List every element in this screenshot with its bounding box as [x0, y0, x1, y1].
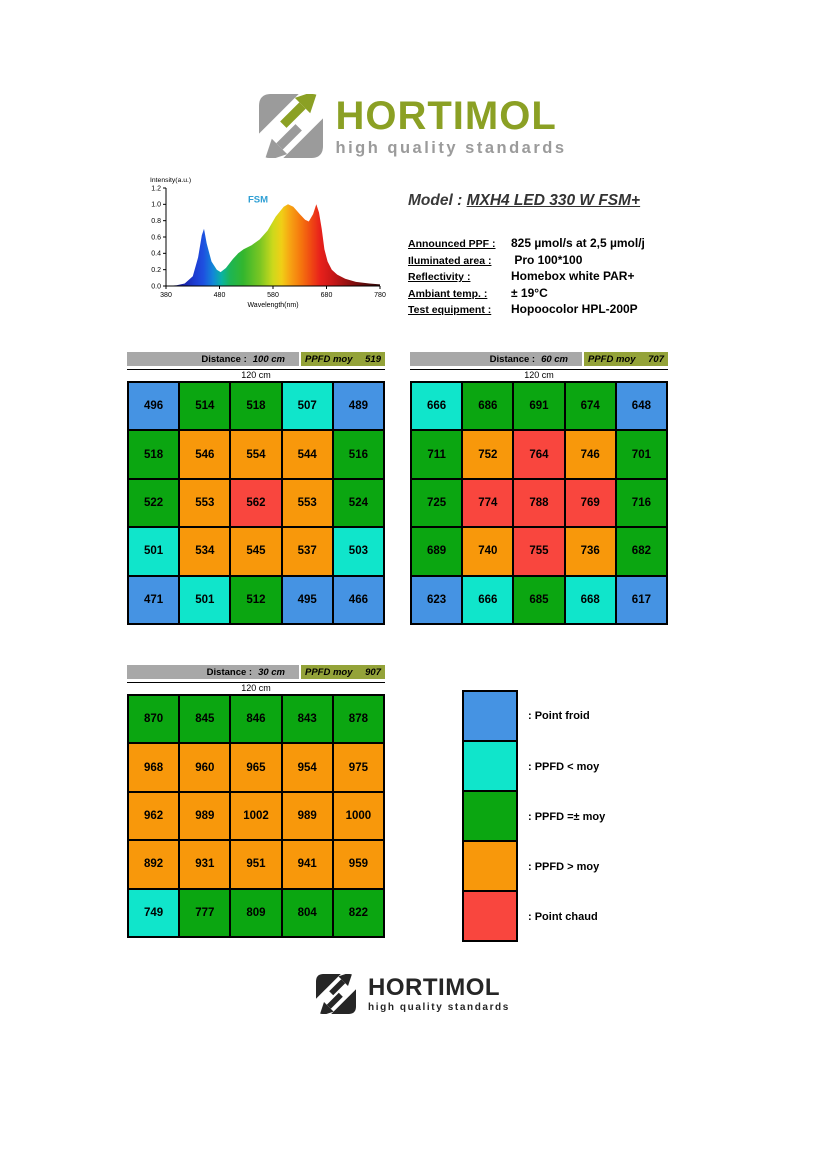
- color-legend: [462, 690, 605, 942]
- svg-text:0.0: 0.0: [151, 283, 161, 291]
- svg-text:380: 380: [160, 292, 172, 299]
- ppfd-cell: 674: [565, 382, 616, 430]
- legend-item: [462, 892, 605, 942]
- ppfd-cell: 623: [411, 576, 462, 624]
- ppfd-cell-matrix: [127, 381, 385, 625]
- spec-row-reflectivity: Reflectivity : Homebox white PAR+: [408, 269, 635, 284]
- ppfd-cell: 746: [565, 430, 616, 478]
- ppfd-cell: 954: [282, 743, 333, 791]
- legend-swatch-orange: [462, 840, 518, 892]
- spec-list: [408, 236, 708, 319]
- ppfd-cell: 512: [230, 576, 281, 624]
- grid-header: [410, 352, 668, 366]
- ppfd-cell: 769: [565, 479, 616, 527]
- ppfd-cell: 968: [128, 743, 179, 791]
- ppfd-cell: 648: [616, 382, 667, 430]
- legend-swatch-green: [462, 790, 518, 842]
- hortimol-logo-icon: [316, 974, 356, 1014]
- ppfd-cell: 975: [333, 743, 384, 791]
- ppfd-cell: 617: [616, 576, 667, 624]
- hortimol-logo-bottom: [0, 974, 826, 1014]
- ppfd-cell: 725: [411, 479, 462, 527]
- ppfd-cell: 501: [179, 576, 230, 624]
- svg-text:480: 480: [213, 292, 226, 299]
- ppfd-cell: 941: [282, 840, 333, 888]
- legend-item: [462, 690, 605, 742]
- ppfd-cell: 685: [513, 576, 564, 624]
- ppfd-cell: 544: [282, 430, 333, 478]
- ppfd-moy-bar: PPFD moy 519: [301, 352, 385, 366]
- grid-width-label: 120 cm: [127, 369, 385, 380]
- ppfd-cell: 1002: [230, 792, 281, 840]
- ppfd-grid-30cm: [127, 665, 385, 938]
- ppfd-cell: 507: [282, 382, 333, 430]
- ppfd-cell: 965: [230, 743, 281, 791]
- ppfd-cell: 764: [513, 430, 564, 478]
- ppfd-cell: 959: [333, 840, 384, 888]
- hortimol-logo-top: [0, 94, 826, 158]
- ppfd-cell: 546: [179, 430, 230, 478]
- ppfd-cell: 534: [179, 527, 230, 575]
- ppfd-cell: 691: [513, 382, 564, 430]
- ppfd-cell: 752: [462, 430, 513, 478]
- ppfd-cell: 755: [513, 527, 564, 575]
- legend-swatch-blue: [462, 690, 518, 742]
- ppfd-cell: 989: [282, 792, 333, 840]
- ppfd-cell: 553: [179, 479, 230, 527]
- ppfd-cell: 846: [230, 695, 281, 743]
- ppfd-cell: 960: [179, 743, 230, 791]
- ppfd-cell: 962: [128, 792, 179, 840]
- model-title: [408, 192, 708, 210]
- spec-row-iluminated-area: Iluminated area : Pro 100*100: [408, 252, 583, 267]
- ppfd-cell: 501: [128, 527, 179, 575]
- legend-label: : PPFD > moy: [528, 861, 600, 873]
- spec-row-ambiant-temp: Ambiant temp. : ± 19°C: [408, 285, 548, 300]
- ppfd-cell: 503: [333, 527, 384, 575]
- svg-text:FSM: FSM: [247, 194, 269, 206]
- svg-text:Wavelength(nm): Wavelength(nm): [247, 302, 299, 309]
- ppfd-cell: 562: [230, 479, 281, 527]
- svg-text:Intensity(a.u.): Intensity(a.u.): [150, 177, 192, 184]
- ppfd-cell: 845: [179, 695, 230, 743]
- legend-item: [462, 742, 605, 792]
- ppfd-grid-60cm: [410, 352, 668, 625]
- ppfd-cell: 668: [565, 576, 616, 624]
- ppfd-cell: 736: [565, 527, 616, 575]
- grid-width-label: 120 cm: [127, 682, 385, 693]
- ppfd-cell: 804: [282, 889, 333, 937]
- ppfd-cell: 843: [282, 695, 333, 743]
- ppfd-cell: 878: [333, 695, 384, 743]
- ppfd-cell: 989: [179, 792, 230, 840]
- ppfd-cell-matrix: [127, 694, 385, 938]
- svg-text:0.4: 0.4: [151, 250, 161, 258]
- spec-row-announced-ppf: Announced PPF : 825 µmol/s at 2,5 µmol/j: [408, 236, 645, 250]
- svg-text:580: 580: [267, 292, 279, 299]
- ppfd-cell: 870: [128, 695, 179, 743]
- ppfd-cell: 716: [616, 479, 667, 527]
- distance-bar: Distance : 100 cm: [127, 352, 299, 366]
- ppfd-cell: 1000: [333, 792, 384, 840]
- ppfd-cell: 740: [462, 527, 513, 575]
- distance-bar: Distance : 60 cm: [410, 352, 582, 366]
- ppfd-cell: 682: [616, 527, 667, 575]
- logo-tagline: high quality standards: [368, 1001, 510, 1013]
- spec-row-test-equipment: Test equipment : Hopoocolor HPL-200P: [408, 302, 638, 317]
- spectrum-chart: [136, 174, 386, 316]
- ppfd-moy-bar: PPFD moy 707: [584, 352, 668, 366]
- model-label: Model :: [408, 192, 463, 209]
- ppfd-cell: 489: [333, 382, 384, 430]
- legend-item: [462, 842, 605, 892]
- ppfd-cell: 466: [333, 576, 384, 624]
- ppfd-cell: 822: [333, 889, 384, 937]
- ppfd-cell: 788: [513, 479, 564, 527]
- distance-bar: Distance : 30 cm: [127, 665, 299, 679]
- ppfd-cell: 518: [230, 382, 281, 430]
- ppfd-cell: 524: [333, 479, 384, 527]
- grid-header: [127, 352, 385, 366]
- ppfd-cell: 689: [411, 527, 462, 575]
- ppfd-cell: 666: [411, 382, 462, 430]
- ppfd-moy-bar: PPFD moy 907: [301, 665, 385, 679]
- ppfd-cell: 749: [128, 889, 179, 937]
- ppfd-grid-100cm: [127, 352, 385, 625]
- ppfd-cell: 951: [230, 840, 281, 888]
- ppfd-cell: 931: [179, 840, 230, 888]
- ppfd-cell: 514: [179, 382, 230, 430]
- hortimol-logo-icon: [259, 94, 323, 158]
- ppfd-cell: 495: [282, 576, 333, 624]
- ppfd-cell: 537: [282, 527, 333, 575]
- svg-text:780: 780: [374, 292, 386, 299]
- grid-width-label: 120 cm: [410, 369, 668, 380]
- ppfd-cell: 809: [230, 889, 281, 937]
- logo-wordmark: HORTIMOL: [335, 93, 557, 138]
- model-info: [408, 192, 708, 319]
- legend-swatch-red: [462, 890, 518, 942]
- ppfd-cell: 777: [179, 889, 230, 937]
- logo-wordmark: HORTIMOL: [368, 973, 501, 1001]
- spectrum-chart-block: [136, 174, 386, 321]
- svg-text:1.2: 1.2: [151, 185, 161, 193]
- svg-text:0.8: 0.8: [151, 217, 161, 225]
- ppfd-cell: 554: [230, 430, 281, 478]
- ppfd-cell: 471: [128, 576, 179, 624]
- grid-header: [127, 665, 385, 679]
- ppfd-cell: 553: [282, 479, 333, 527]
- ppfd-cell: 701: [616, 430, 667, 478]
- legend-label: : Point chaud: [528, 911, 598, 923]
- ppfd-cell-matrix: [410, 381, 668, 625]
- ppfd-cell: 518: [128, 430, 179, 478]
- logo-tagline: high quality standards: [335, 138, 567, 157]
- svg-text:0.6: 0.6: [151, 234, 161, 242]
- legend-swatch-cyan: [462, 740, 518, 792]
- legend-label: : PPFD =± moy: [528, 811, 606, 823]
- svg-text:680: 680: [320, 292, 333, 299]
- ppfd-cell: 892: [128, 840, 179, 888]
- ppfd-cell: 545: [230, 527, 281, 575]
- legend-label: : PPFD < moy: [528, 761, 600, 773]
- ppfd-cell: 496: [128, 382, 179, 430]
- model-value: MXH4 LED 330 W FSM+: [466, 192, 641, 209]
- svg-text:1.0: 1.0: [151, 201, 161, 209]
- ppfd-cell: 522: [128, 479, 179, 527]
- ppfd-cell: 666: [462, 576, 513, 624]
- legend-label: : Point froid: [528, 710, 590, 722]
- ppfd-cell: 686: [462, 382, 513, 430]
- legend-item: [462, 792, 605, 842]
- ppfd-cell: 516: [333, 430, 384, 478]
- ppfd-cell: 774: [462, 479, 513, 527]
- svg-text:0.2: 0.2: [151, 266, 161, 274]
- ppfd-cell: 711: [411, 430, 462, 478]
